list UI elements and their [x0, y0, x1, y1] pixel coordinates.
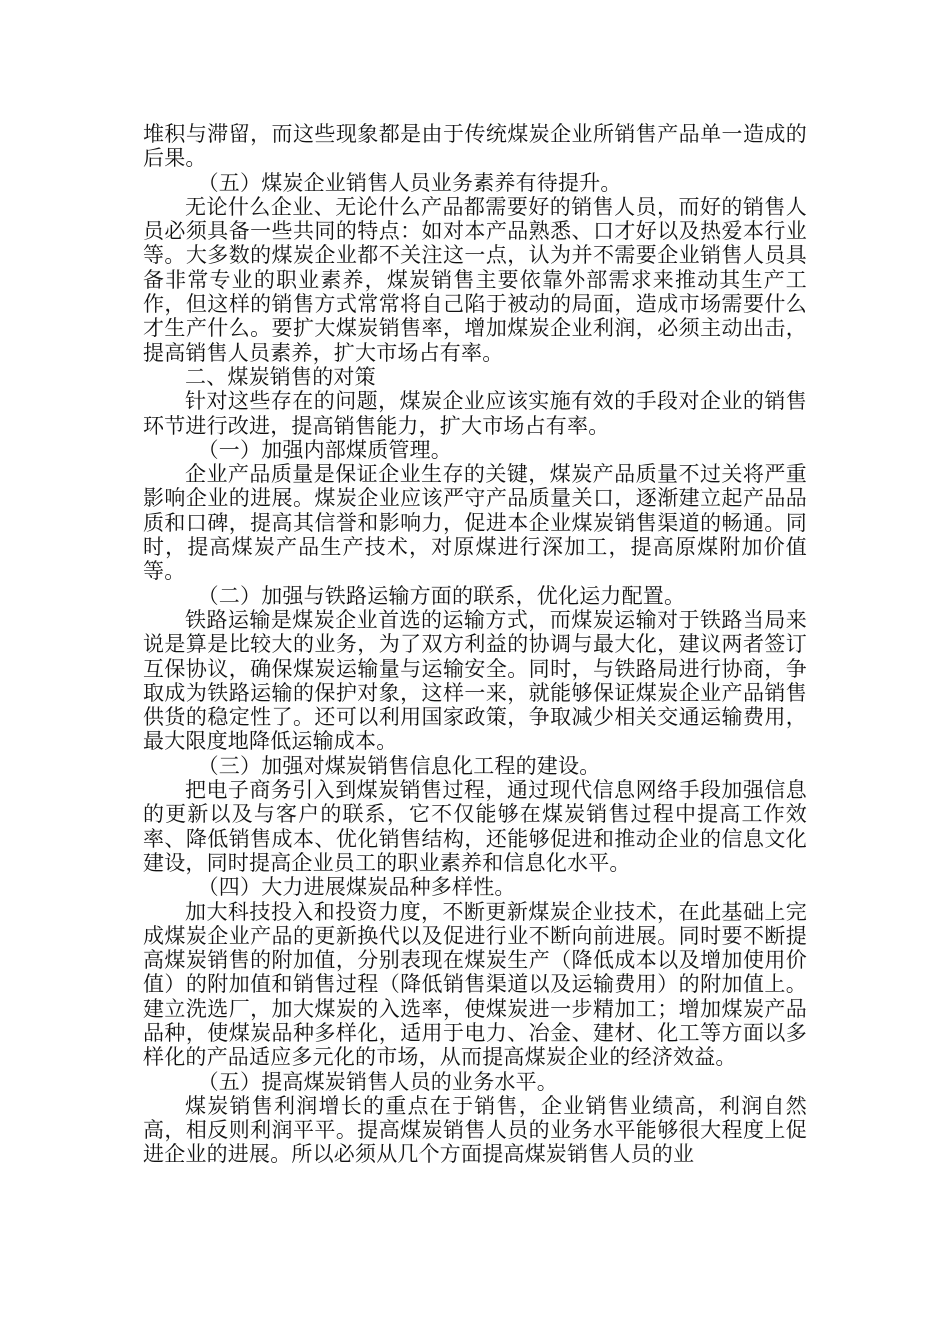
section-heading-4-variety: （四）大力进展煤炭品种多样性。 [197, 875, 516, 900]
section-heading-3-informatization: （三）加强对煤炭销售信息化工程的建设。 [197, 753, 601, 778]
paragraph-business-level: 煤炭销售利润增长的重点在于销售，企业销售业绩高，利润自然高，相反则利润平平。提高煤炭销售人员的业务水平能够很大程度上促进企业的进展。所以必须从几个方面提高煤炭销售人员的业 [143, 1093, 807, 1167]
paragraph-railway: 铁路运输是煤炭企业首选的运输方式，而煤炭运输对于铁路当局来说是算是比较大的业务，为了双方利益的协调与最大化，建议两者签订互保协议，确保煤炭运输量与运输安全。同时，与铁路局进行协商，争取成为铁路运输的保护对象，这样一来，就能够保证煤炭企业产品销售供货的稳定性了。还可以利用国家政策，争取减少相关交通运输费用，最大限度地降低运输成本。 [143, 607, 807, 754]
paragraph-continuation: 堆积与滞留，而这些现象都是由于传统煤炭企业所销售产品单一造成的后果。 [143, 122, 807, 171]
section-heading-5-business-level: （五）提高煤炭销售人员的业务水平。 [197, 1069, 558, 1094]
section-heading-1-quality: （一）加强内部煤质管理。 [197, 437, 452, 462]
paragraph-variety: 加大科技投入和投资力度，不断更新煤炭企业技术，在此基础上完成煤炭企业产品的更新换代以及促进行业不断向前进展。同时要不断提高煤炭销售的附加值，分别表现在煤炭生产（降低成本以及增加使用价值）的附加值和销售过程（降低销售渠道以及运输费用）的附加值上。建立洗选厂，加大煤炭的入选率，使煤炭进一步精加工；增加煤炭产品品种，使煤炭品种多样化，适用于电力、冶金、建材、化工等方面以多样化的产品适应多元化的市场，从而提高煤炭企业的经济效益。 [143, 899, 807, 1070]
paragraph-informatization: 把电子商务引入到煤炭销售过程，通过现代信息网络手段加强信息的更新以及与客户的联系，它不仅能够在煤炭销售过程中提高工作效率、降低销售成本、优化销售结构，还能够促进和推动企业的信息文化建设，同时提高企业员工的职业素养和信息化水平。 [143, 778, 807, 875]
section-heading-5-sales-staff: （五）煤炭企业销售人员业务素养有待提升。 [197, 170, 622, 195]
section-heading-2-railway: （二）加强与铁路运输方面的联系，优化运力配置。 [197, 583, 686, 608]
paragraph-countermeasures-intro: 针对这些存在的问题，煤炭企业应该实施有效的手段对企业的销售环节进行改进，提高销售能力，扩大市场占有率。 [143, 389, 807, 438]
chapter-heading-countermeasures: 二、煤炭销售的对策 [185, 364, 376, 389]
document-page [143, 122, 807, 1167]
paragraph-sales-staff: 无论什么企业、无论什么产品都需要好的销售人员，而好的销售人员必须具备一些共同的特点：如对本产品熟悉、口才好以及热爱本行业等。大多数的煤炭企业都不关注这一点，认为并不需要企业销售人员具备非常专业的职业素养，煤炭销售主要依靠外部需求来推动其生产工作，但这样的销售方式常常将自己陷于被动的局面，造成市场需要什么才生产什么。要扩大煤炭销售率，增加煤炭企业利润，必须主动出击，提高销售人员素养，扩大市场占有率。 [143, 194, 807, 365]
paragraph-quality: 企业产品质量是保证企业生存的关键，煤炭产品质量不过关将严重影响企业的进展。煤炭企业应该严守产品质量关口，逐渐建立起产品品质和口碑，提高其信誉和影响力，促进本企业煤炭销售渠道的畅通。同时，提高煤炭产品生产技术，对原煤进行深加工，提高原煤附加价值等。 [143, 462, 807, 584]
